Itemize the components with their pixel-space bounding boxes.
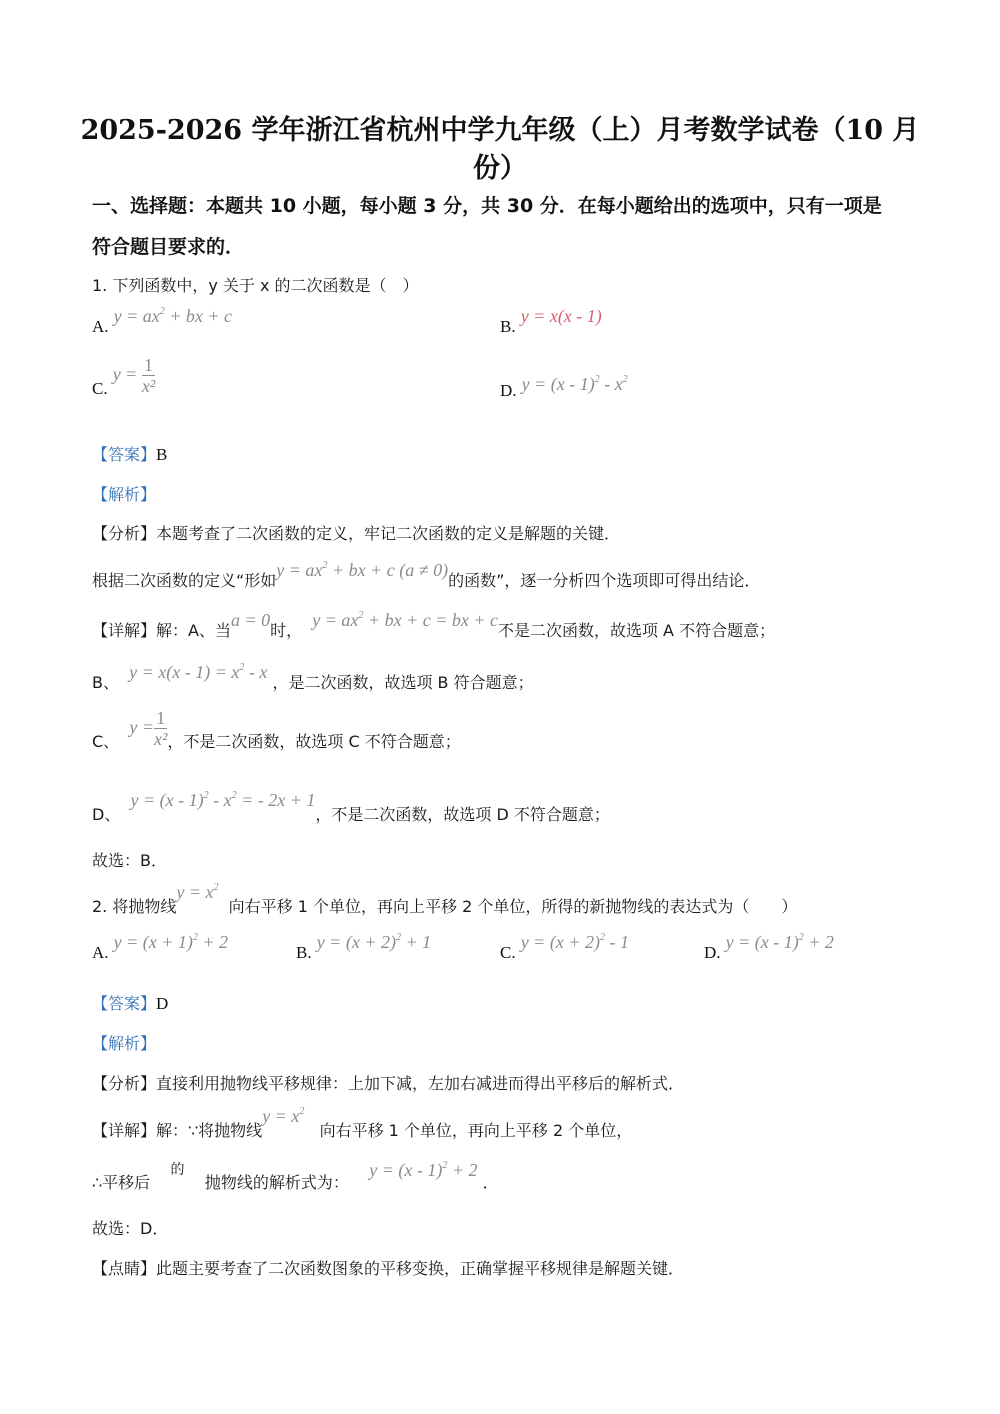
section-heading-line1: 一、选择题：本题共 10 小题，每小题 3 分，共 30 分．在每小题给出的选项中，只有一项是 <box>92 195 882 217</box>
definition-math: $y = ax^2$ + bx + c (a ≠ 0) <box>276 560 449 580</box>
q2-detail: 【详解】解：∵将抛物线$y = x^2$ 向右平移 1 个单位，再向上平移 2 个单位， <box>92 1106 633 1140</box>
answer-tag: 【答案】 <box>92 994 157 1013</box>
answer-value: D <box>156 994 169 1013</box>
q2-option-c: C. $y = (x + 2)^2 - 1$ <box>500 932 629 962</box>
q2-option-d: D. y = (x - 1)$^2$ + 2 <box>704 932 834 962</box>
q1-answer <box>92 442 167 465</box>
q1-option-d <box>500 374 628 400</box>
answer-value: B <box>156 445 168 464</box>
fraction-denominator: x² <box>141 376 156 396</box>
option-label: B. <box>500 317 516 336</box>
option-math: $y = ax^2$ + bx + c <box>113 306 233 326</box>
q2-dianjing: 【点睛】此题主要考查了二次函数图象的平移变换，正确掌握平移规律是解题关键． <box>92 1259 685 1278</box>
option-label: D. <box>500 381 517 400</box>
q2-conclusion: 故选：D． <box>92 1219 169 1238</box>
fraction <box>142 355 155 396</box>
q2-stem: 2. 将抛物线$y = x^2$ 向右平移 1 个单位，再向上平移 2 个单位，所得的新抛物线的表达式为（ ） <box>92 882 798 916</box>
q1-option-c <box>92 355 155 396</box>
q2-answer <box>92 991 168 1014</box>
option-label: C. <box>92 378 108 398</box>
exam-title-line1: 2025-2026 学年浙江省杭州中学九年级（上）月考数学试卷（10 月 <box>80 115 920 146</box>
fraction-numerator: 1 <box>142 355 155 376</box>
q1-definition: 根据二次函数的定义“形如$y = ax^2$ + bx + c (a ≠ 0)的函数”，逐一分析四个选项即可得出结论． <box>92 560 761 590</box>
q2-therefore: ∴平移后 的 抛物线的解析式为： y = (x - 1)$^2$ + 2 ． <box>92 1160 499 1192</box>
option-math: $y = (x - 1)^2 - x^2$ <box>521 374 628 394</box>
q2-analysis-tag: 【解析】 <box>92 1034 157 1053</box>
q1-detail-c: C、 y = $\frac{1}{\text{x²}}$ ，不是二次函数，故选项 C 不符合题意； <box>92 708 461 751</box>
q2-option-b: B. $y = (x + 2)^2 + 1$ <box>296 932 432 962</box>
q1-fenxi: 【分析】本题考查了二次函数的定义，牢记二次函数的定义是解题的关键． <box>92 524 621 543</box>
section-heading-line2: 符合题目要求的． <box>92 236 245 258</box>
fraction: $\frac{1}{\text{x²}}$ <box>154 708 168 749</box>
q1-conclusion: 故选：B． <box>92 851 167 870</box>
option-label: A. <box>92 317 109 336</box>
answer-tag: 【答案】 <box>92 445 157 464</box>
q1-detail-d: D、 $y = (x - 1)^2 - x^2$ = - 2x + 1，不是二次函数，故选项 D 不符合题意； <box>92 790 610 824</box>
exam-title-line2: 份） <box>473 153 527 184</box>
q2-fenxi: 【分析】直接利用抛物线平移规律：上加下减，左加右减进而得出平移后的解析式． <box>92 1074 685 1093</box>
q2-option-a: A. $y = (x + 1)^2 + 2$ <box>92 932 229 962</box>
option-math: y = x(x - 1) <box>520 306 602 326</box>
q1-stem: 1. 下列函数中，y 关于 x 的二次函数是（ ） <box>92 276 419 295</box>
q1-analysis-tag: 【解析】 <box>92 485 157 504</box>
q1-detail-a: 【详解】解：A、当a = 0时， $y = ax^2$ + bx + c = bx + c不是二次函数，故选项 A 不符合题意； <box>92 610 776 640</box>
q1-option-a <box>92 306 233 336</box>
q1-detail-b: B、 $y = x(x - 1) = x^2 - x$ ，是二次函数，故选项 B 符合题意； <box>92 662 534 692</box>
option-math-lhs: y = <box>112 363 138 384</box>
q1-option-b <box>500 306 602 336</box>
